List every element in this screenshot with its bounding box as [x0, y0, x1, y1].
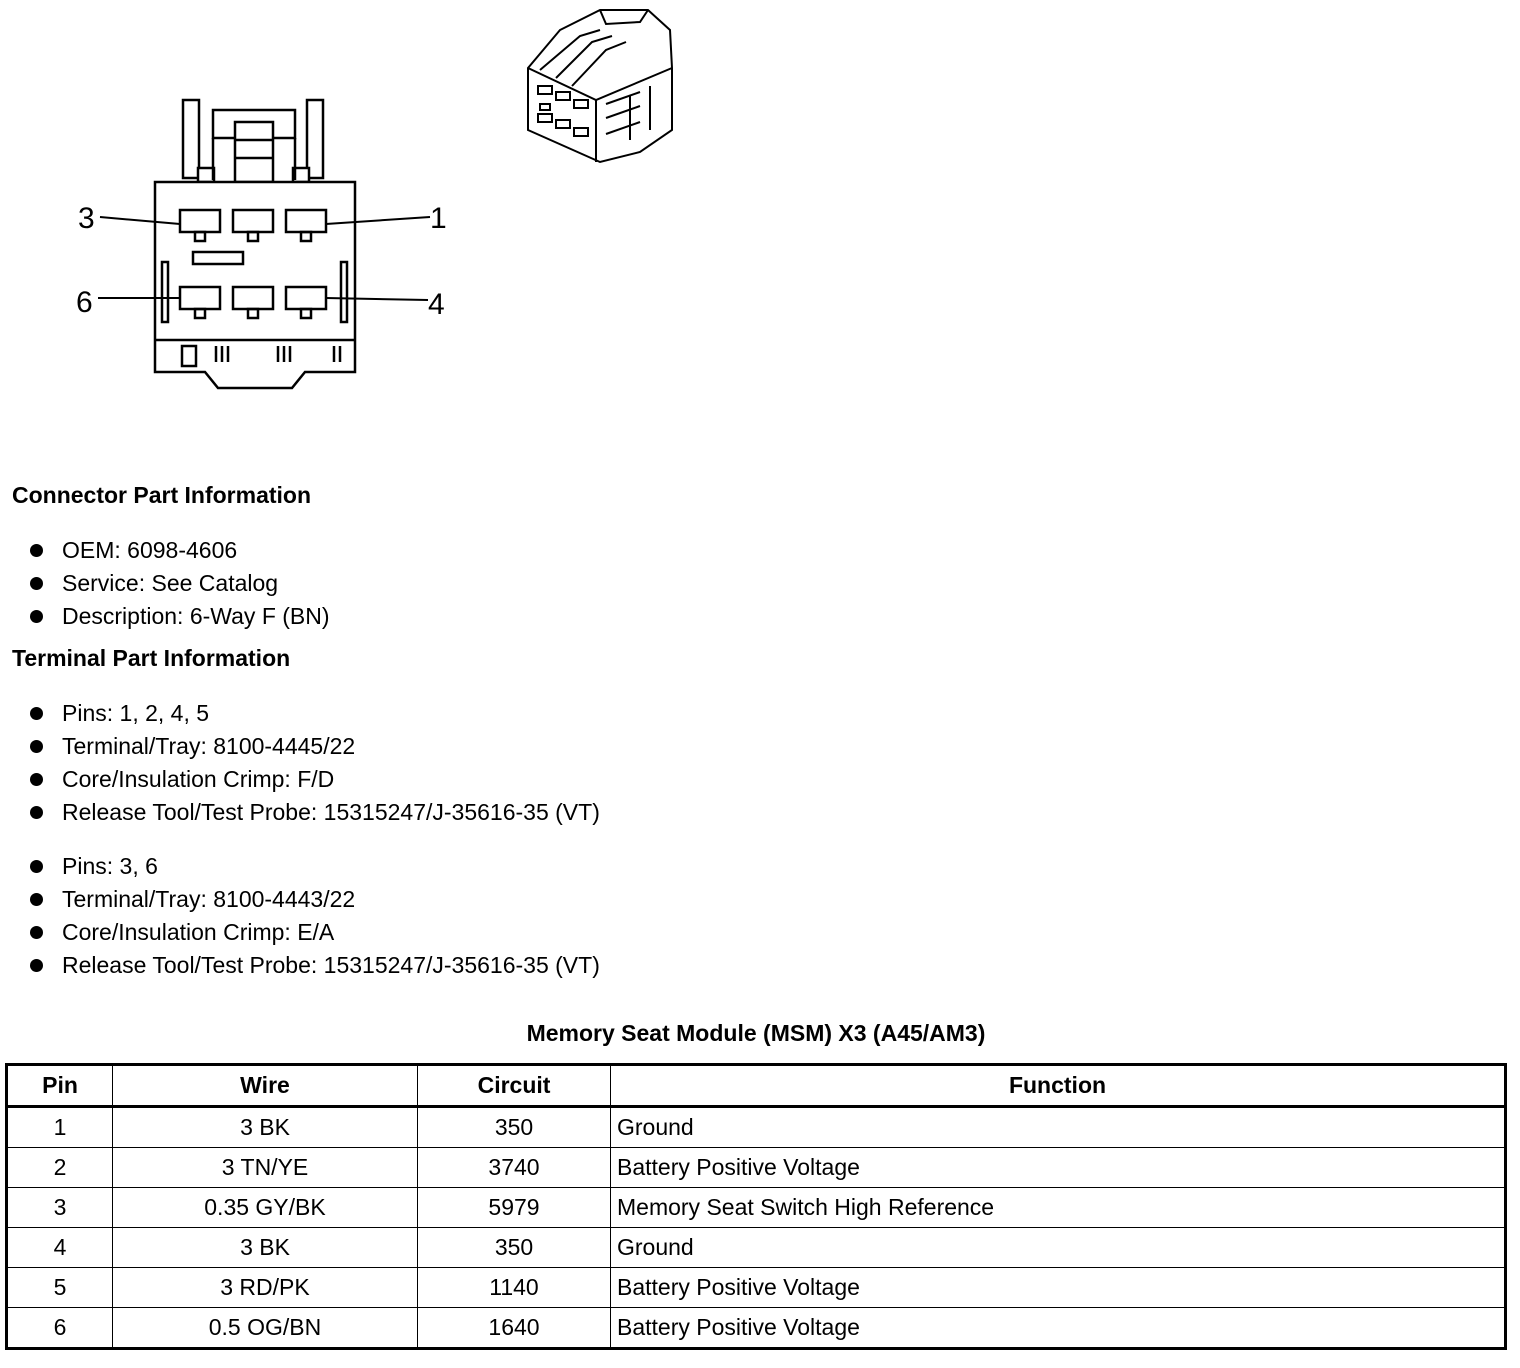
list-item: Core/Insulation Crimp: F/D [30, 763, 600, 796]
table-row [7, 1268, 1506, 1308]
list-item: Release Tool/Test Probe: 15315247/J-35616-35 (VT) [30, 949, 600, 982]
header-pin: Pin [7, 1065, 113, 1107]
cell-circuit: 3740 [418, 1148, 611, 1188]
terminal-info-heading: Terminal Part Information [12, 645, 291, 671]
bullet-icon [30, 959, 43, 972]
bullet-icon [30, 860, 43, 873]
cell-circuit: 1140 [418, 1268, 611, 1308]
bullet-icon [30, 544, 43, 557]
bullet-icon [30, 806, 43, 819]
connector-info-list [30, 534, 330, 633]
header-wire: Wire [113, 1065, 418, 1107]
pin-label-3: 3 [78, 202, 95, 235]
bullet-icon [30, 773, 43, 786]
cell-function: Battery Positive Voltage [611, 1268, 1506, 1308]
connector-diagram [0, 0, 700, 420]
table-title: Memory Seat Module (MSM) X3 (A45/AM3) [526, 1020, 986, 1046]
list-item: Description: 6-Way F (BN) [30, 600, 330, 633]
header-circuit: Circuit [418, 1065, 611, 1107]
bullet-icon [30, 707, 43, 720]
cell-wire: 3 BK [113, 1107, 418, 1148]
terminal-info-list-1 [30, 697, 600, 829]
pin-label-1: 1 [430, 202, 447, 235]
list-item: Service: See Catalog [30, 567, 330, 600]
cell-function: Ground [611, 1107, 1506, 1148]
table-row [7, 1148, 1506, 1188]
connector-isometric-view [528, 10, 672, 162]
cell-pin: 5 [7, 1268, 113, 1308]
pin-label-6: 6 [76, 286, 93, 319]
table-row [7, 1107, 1506, 1148]
pin-label-4: 4 [428, 288, 445, 321]
cell-function: Battery Positive Voltage [611, 1148, 1506, 1188]
table-row [7, 1308, 1506, 1349]
header-function: Function [611, 1065, 1506, 1107]
table-header-row [7, 1065, 1506, 1107]
list-item: OEM: 6098-4606 [30, 534, 330, 567]
bullet-icon [30, 893, 43, 906]
cell-circuit: 1640 [418, 1308, 611, 1349]
cell-function: Memory Seat Switch High Reference [611, 1188, 1506, 1228]
cell-wire: 3 RD/PK [113, 1268, 418, 1308]
cell-wire: 3 TN/YE [113, 1148, 418, 1188]
cell-circuit: 5979 [418, 1188, 611, 1228]
cell-pin: 4 [7, 1228, 113, 1268]
cell-circuit: 350 [418, 1228, 611, 1268]
table-row [7, 1228, 1506, 1268]
cell-wire: 3 BK [113, 1228, 418, 1268]
cell-pin: 2 [7, 1148, 113, 1188]
bullet-icon [30, 577, 43, 590]
connector-face-view [155, 100, 355, 388]
terminal-info-list-2 [30, 850, 600, 982]
cell-pin: 3 [7, 1188, 113, 1228]
cell-wire: 0.35 GY/BK [113, 1188, 418, 1228]
cell-function: Battery Positive Voltage [611, 1308, 1506, 1349]
bullet-icon [30, 740, 43, 753]
table-row [7, 1188, 1506, 1228]
list-item: Pins: 3, 6 [30, 850, 600, 883]
pin-table [5, 1063, 1507, 1350]
list-item: Terminal/Tray: 8100-4443/22 [30, 883, 600, 916]
bullet-icon [30, 926, 43, 939]
cell-pin: 6 [7, 1308, 113, 1349]
list-item: Terminal/Tray: 8100-4445/22 [30, 730, 600, 763]
connector-info-heading: Connector Part Information [12, 482, 312, 508]
cell-pin: 1 [7, 1107, 113, 1148]
cell-wire: 0.5 OG/BN [113, 1308, 418, 1349]
cell-circuit: 350 [418, 1107, 611, 1148]
list-item: Pins: 1, 2, 4, 5 [30, 697, 600, 730]
bullet-icon [30, 610, 43, 623]
list-item: Core/Insulation Crimp: E/A [30, 916, 600, 949]
list-item: Release Tool/Test Probe: 15315247/J-35616-35 (VT) [30, 796, 600, 829]
cell-function: Ground [611, 1228, 1506, 1268]
